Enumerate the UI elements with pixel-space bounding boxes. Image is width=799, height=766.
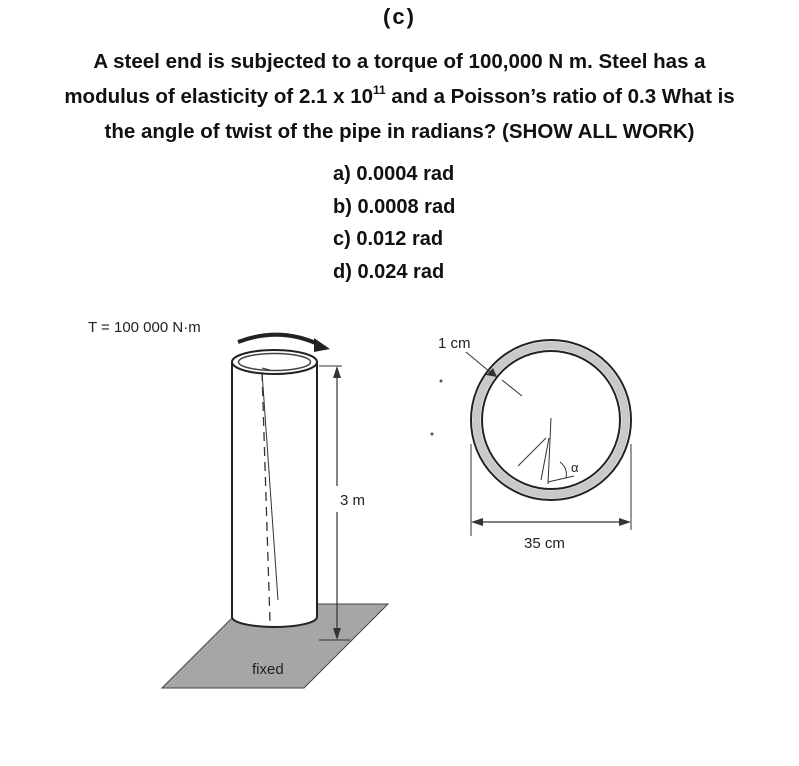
scan-dot: [440, 380, 443, 383]
scan-dot: [431, 433, 434, 436]
question-line-2: modulus of elasticity of 2.1 x $10^{11}$ and a Poisson’s ratio of 0.3 What is: [64, 83, 735, 108]
fixed-label: fixed: [252, 661, 284, 678]
question-line-1: A steel end is subjected to a torque of 100,000 N m. Steel has a: [93, 50, 706, 73]
angle-label: α: [571, 460, 579, 475]
pipe: [232, 350, 317, 627]
length-label: 3 m: [340, 492, 366, 509]
question-line-3: the angle of twist of the pipe in radians? (SHOW ALL WORK): [104, 120, 695, 143]
option-c[interactable]: c) 0.012 rad: [333, 228, 444, 250]
torque-label: T = 100 000 N·m: [88, 319, 201, 336]
pipe-cross-section: [466, 340, 631, 500]
diameter-label: 35 cm: [524, 535, 565, 552]
option-b[interactable]: b) 0.0008 rad: [333, 195, 456, 218]
option-d[interactable]: d) 0.024 rad: [333, 260, 445, 283]
question-heading: (c): [383, 4, 416, 29]
option-a[interactable]: a) 0.0004 rad: [333, 163, 455, 185]
thickness-label: 1 cm: [438, 335, 471, 352]
